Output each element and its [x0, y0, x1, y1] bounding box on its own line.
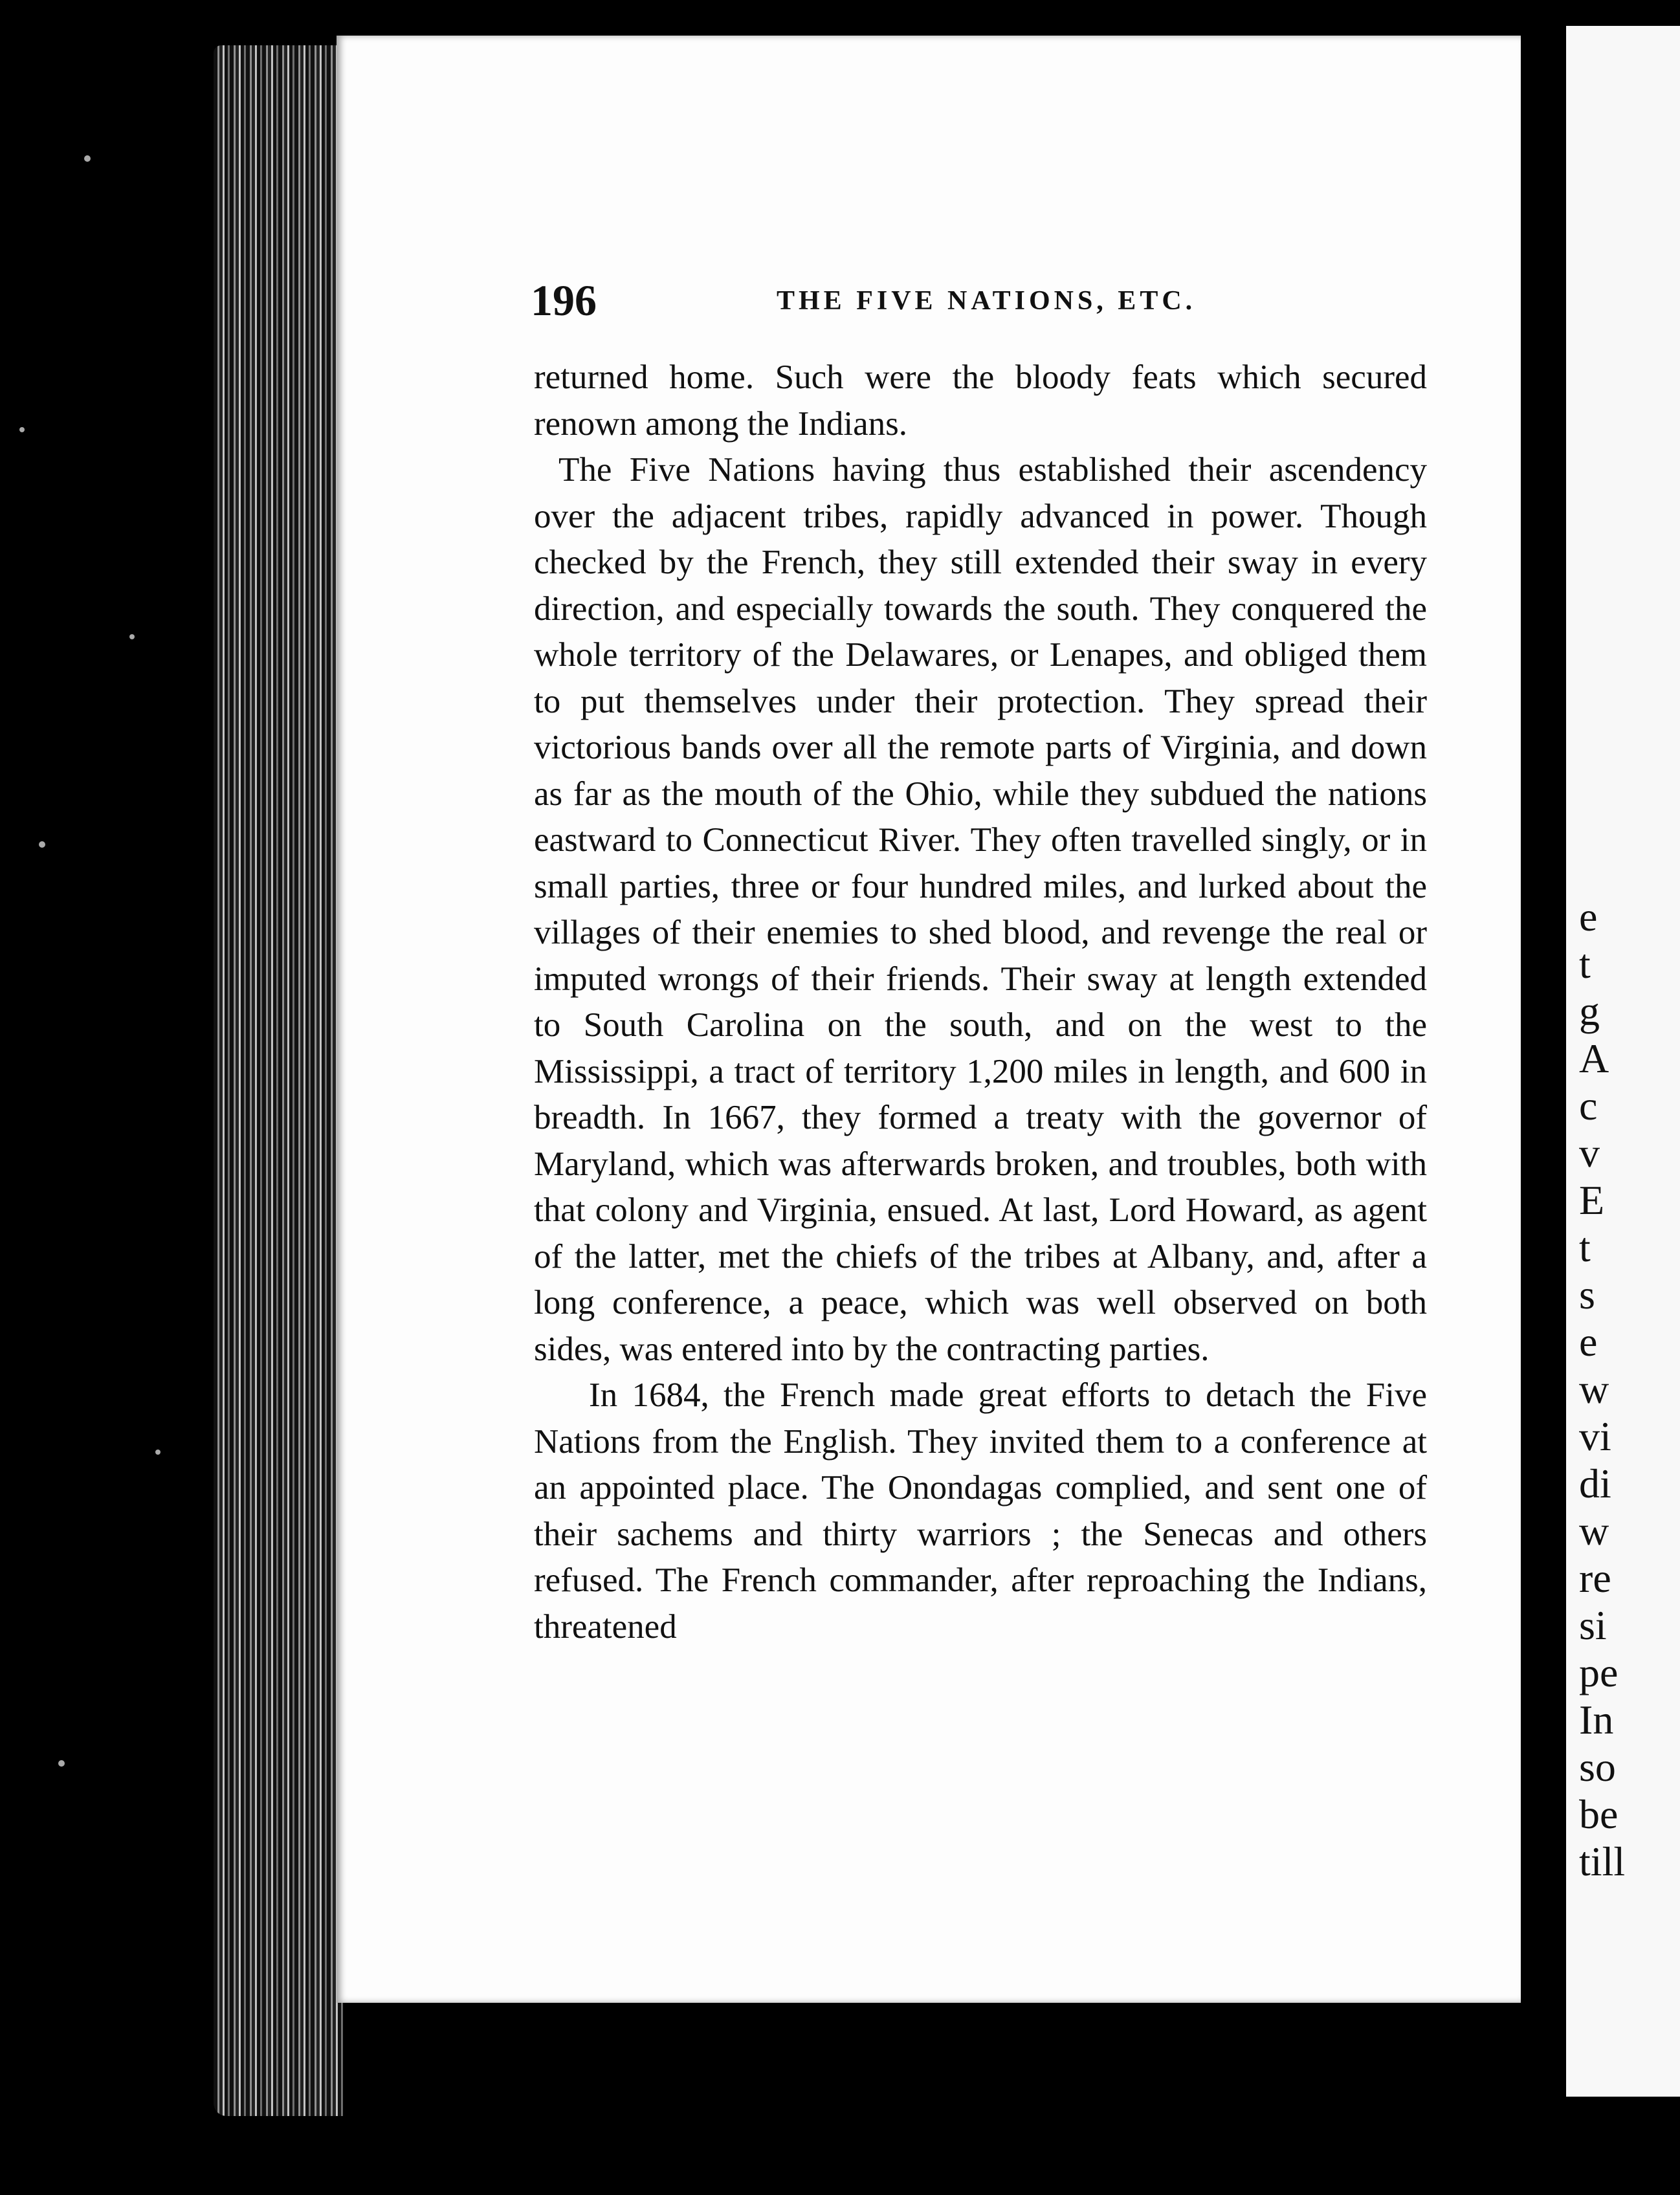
facing-page-fragment: di: [1579, 1461, 1611, 1506]
facing-page-fragment: In: [1579, 1697, 1614, 1743]
facing-page-fragment: pe: [1579, 1649, 1619, 1695]
facing-page: [1566, 26, 1680, 2097]
facing-page-fragment: e: [1579, 894, 1598, 940]
page-edges: [214, 45, 343, 2116]
facing-page-fragment: w: [1579, 1366, 1609, 1412]
scan-speck: [155, 1450, 160, 1455]
facing-page-fragment: be: [1579, 1791, 1619, 1837]
facing-page-fragment: t: [1579, 1224, 1591, 1270]
scan-speck: [19, 427, 25, 432]
scan-speck: [39, 841, 45, 848]
facing-page-fragment: v: [1579, 1130, 1600, 1176]
page-header: [531, 275, 1437, 327]
facing-page-fragment: re: [1579, 1555, 1611, 1601]
facing-page-fragment: s: [1579, 1272, 1595, 1318]
paragraph: returned home. Such were the bloody feats which secured renown among the Indians.: [534, 358, 1427, 443]
facing-page-fragment: so: [1579, 1744, 1616, 1790]
running-title: THE FIVE NATIONS, ETC.: [777, 286, 1197, 316]
paragraph: In 1684, the French made great efforts to detach the Five Nations from the English. They invited them to a conference at an appointed place. The Onondagas complied, and sent one of their sachems and thirty warriors ; the Senecas and others refused. The French commander, after reproaching the Indians, threatened: [534, 1376, 1427, 1646]
facing-page-fragment: t: [1579, 941, 1591, 987]
paragraph: The Five Nations having thus established their ascendency over the adjacent tribes, rapidly advanced in power. Though checked by the French, they still extended their sway in every direction, and especially towards the south. They conquered the whole territory of the Delawares, or Lenapes, and obliged them to put themselves under their protection. They spread their victorious bands over all the remote parts of Virginia, and down as far as the mouth of the Ohio, while they subdued the nations eastward to Connecticut River. They often travelled singly, or in small parties, three or four hundred miles, and lurked about the villages of their enemies to shed blood, and revenge the real or imputed wrongs of their friends. Their sway at length extended to South Carolina on the south, and on the west to the Mississippi, a tract of territory 1,200 miles in length, and 600 in breadth. In 1667, they formed a treaty with the governor of Maryland, which was afterwards broken, and troubles, both with that colony and Virginia, ensued. At last, Lord Howard, as agent of the latter, met the chiefs of the tribes at Albany, and, after a long conference, a peace, which was well observed on both sides, was entered into by the contracting parties.: [534, 451, 1427, 1368]
facing-page-fragment: E: [1579, 1177, 1605, 1223]
facing-page-fragment: e: [1579, 1319, 1598, 1365]
facing-page-fragment: c: [1579, 1083, 1598, 1129]
facing-page-fragment: w: [1579, 1508, 1609, 1554]
body-text: [534, 355, 1427, 1650]
scan-speck: [84, 155, 91, 162]
page-number: 196: [531, 276, 597, 325]
facing-page-fragment: A: [1579, 1035, 1609, 1081]
facing-page-fragment: g: [1579, 988, 1600, 1034]
facing-page-fragment: vi: [1579, 1413, 1611, 1459]
scan-speck: [129, 634, 135, 639]
scan-speck: [58, 1760, 65, 1767]
facing-page-fragment: si: [1579, 1602, 1607, 1648]
facing-page-fragment: till: [1579, 1838, 1626, 1884]
